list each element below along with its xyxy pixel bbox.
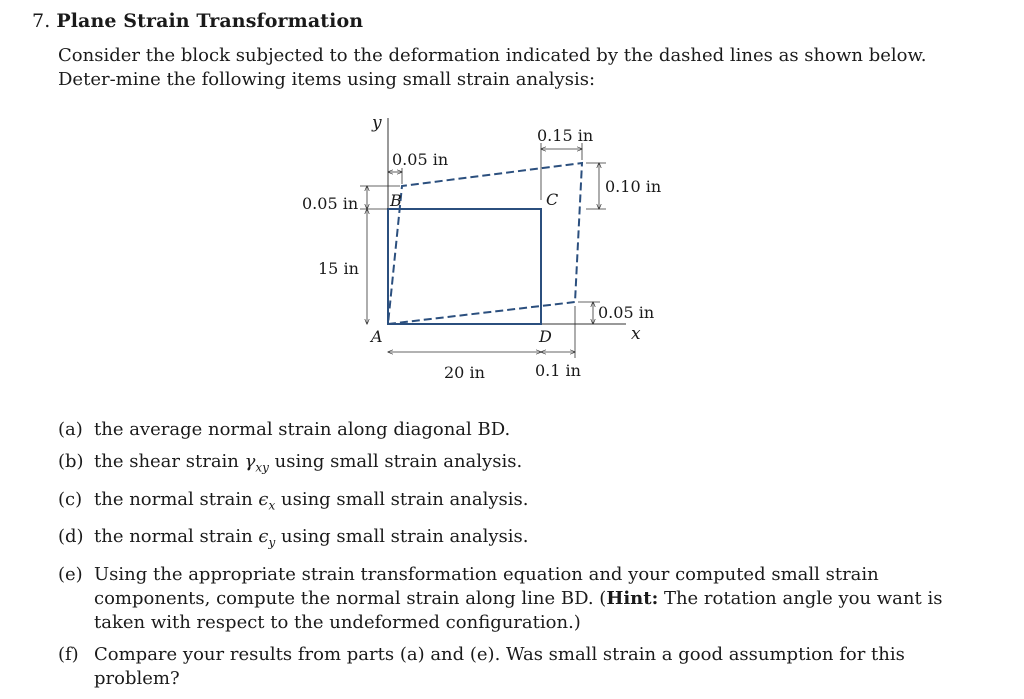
hint-label: Hint: — [606, 587, 659, 609]
part-text: the normal strain — [94, 488, 259, 510]
part-label: (e) — [58, 563, 83, 585]
problem-intro: Consider the block subjected to the deformation indicated by the dashed lines as shown below. Deter-mine the following items using small strain analysis: — [58, 45, 927, 90]
dim-0-10-label: 0.10 in — [605, 177, 662, 196]
part-a — [58, 418, 978, 442]
gamma-symbol: $\gamma_{xy}$ — [244, 451, 269, 475]
deformed-block — [388, 163, 582, 324]
part-text: the average normal strain along diagonal BD. — [94, 419, 511, 440]
dim-0-1-label: 0.1 in — [535, 361, 581, 380]
part-text-end: using small strain analysis. — [275, 488, 529, 510]
part-text-end: The rotation angle you want is taken with respect to the undeformed configuration.) — [94, 587, 943, 633]
part-c — [58, 488, 978, 518]
part-e — [58, 563, 978, 635]
part-label: (d) — [58, 526, 84, 548]
part-text: Using the appropriate strain transformation equation and your computed small strain components, compute the normal strain along line BD. ( — [94, 563, 879, 609]
axis-y-label: y — [372, 113, 382, 133]
dim-0-05-top-label: 0.05 in — [392, 150, 449, 169]
part-text: the normal strain — [94, 526, 259, 548]
part-text-end: using small strain analysis. — [268, 451, 523, 472]
part-text-end: using small strain analysis. — [275, 526, 529, 548]
point-b-label: B — [390, 191, 402, 210]
problem-title: Plane Strain Transformation — [56, 10, 364, 32]
point-c-label: C — [546, 190, 559, 209]
part-label: (b) — [58, 451, 84, 472]
part-label: (f) — [58, 643, 79, 665]
dim-15-label: 15 in — [318, 259, 359, 278]
part-text: Compare your results from parts (a) and (e). Was small strain a good assumption for this problem? — [94, 643, 905, 689]
part-d — [58, 525, 978, 555]
epsilon-y-symbol: $\epsilon_y$ — [258, 526, 276, 550]
dim-0-15-label: 0.15 in — [537, 126, 594, 145]
point-d-label: D — [539, 327, 552, 346]
undeformed-block — [388, 209, 541, 324]
dim-20-label: 20 in — [444, 363, 485, 382]
dim-0-05-left-label: 0.05 in — [302, 194, 359, 213]
dim-0-05-right-label: 0.05 in — [598, 303, 655, 322]
point-a-label: A — [371, 327, 383, 346]
part-b — [58, 450, 978, 480]
problem-number: 7. — [32, 10, 51, 32]
epsilon-x-symbol: $\epsilon_x$ — [258, 488, 276, 513]
part-label: (a) — [58, 419, 83, 440]
axis-x-label: x — [631, 324, 641, 344]
parts-list — [58, 418, 978, 699]
part-f — [58, 643, 978, 691]
part-label: (c) — [58, 488, 83, 510]
part-text: the shear strain — [94, 451, 245, 472]
